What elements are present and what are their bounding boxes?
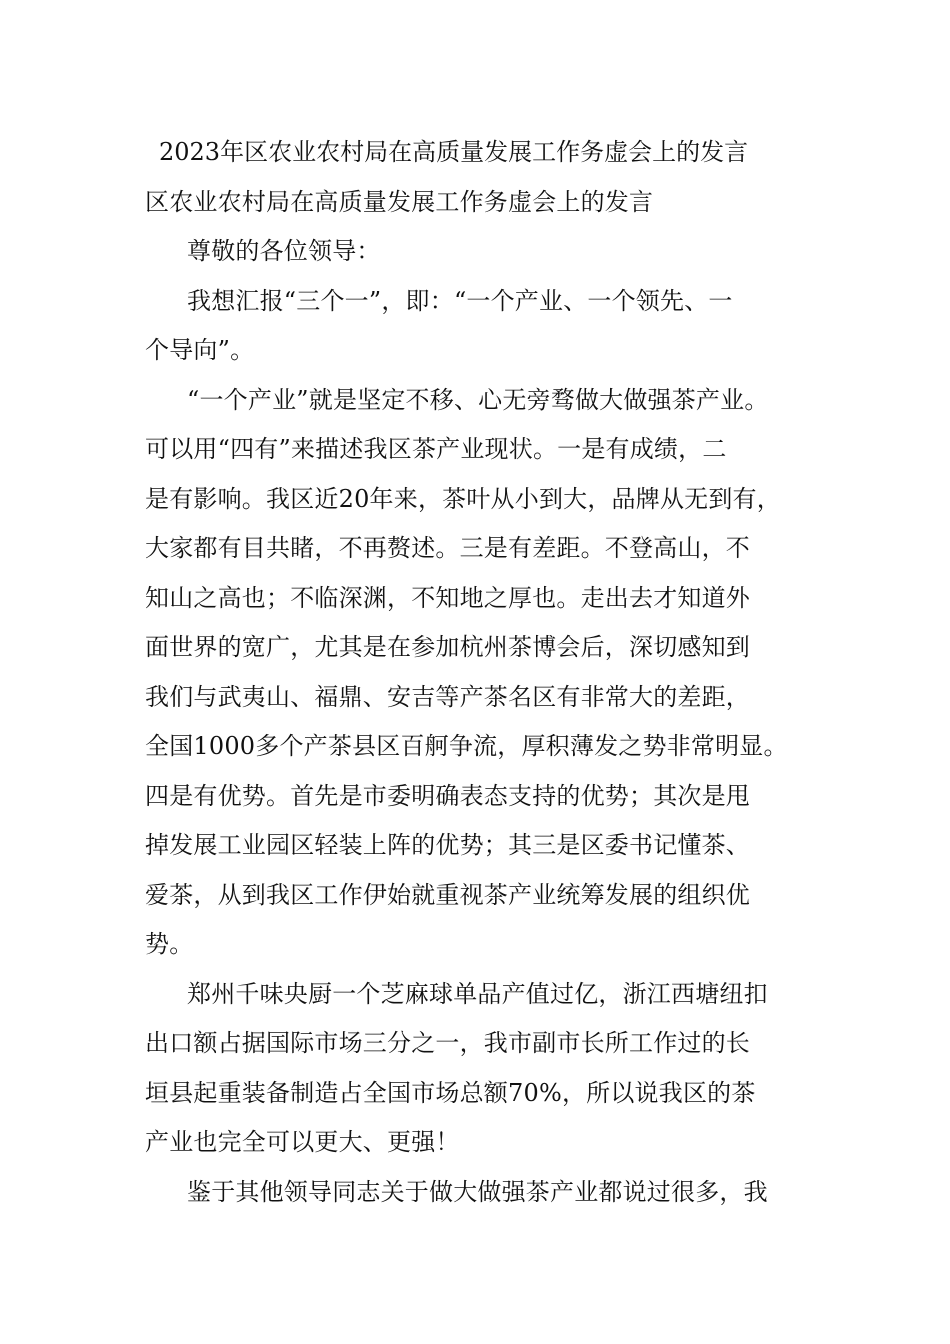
document-title: 2023年区农业农村局在高质量发展工作务虚会上的发言 <box>159 138 749 166</box>
paragraph-line: 郑州千味央厨一个芝麻球单品产值过亿，浙江西塘纽扣 <box>187 979 768 1008</box>
paragraph-line: 产业也完全可以更大、更强！ <box>145 1128 460 1156</box>
paragraph-line: 面世界的宽广，尤其是在参加杭州茶博会后，深切感知到 <box>145 633 750 661</box>
paragraph-line: 掉发展工业园区轻装上阵的优势；其三是区委书记懂茶、 <box>145 831 750 859</box>
paragraph-line: 是有影响。我区近20年来，茶叶从小到大，品牌从无到有， <box>145 484 781 513</box>
paragraph-line: 爱茶，从到我区工作伊始就重视茶产业统筹发展的组织优 <box>145 880 750 909</box>
paragraph-line: 我们与武夷山、福鼎、安吉等产茶名区有非常大的差距， <box>145 682 750 711</box>
paragraph-line: 个导向”。 <box>145 336 255 364</box>
paragraph-line: 势。 <box>145 930 194 958</box>
paragraph-4 <box>145 1168 825 1218</box>
paragraph-line: 出口额占据国际市场三分之一，我市副市长所工作过的长 <box>145 1029 750 1057</box>
paragraph-line: 大家都有目共睹，不再赘述。三是有差距。不登高山，不 <box>145 534 750 562</box>
paragraph-line: 全国1000多个产茶县区百舸争流，厚积薄发之势非常明显。 <box>145 732 788 760</box>
paragraph-line: 四是有优势。首先是市委明确表态支持的优势；其次是甩 <box>145 781 750 810</box>
paragraph-line: 垣县起重装备制造占全国市场总额70%，所以说我区的茶 <box>145 1078 756 1107</box>
paragraph-line: “一个产业”就是坚定不移、心无旁骛做大做强茶产业。 <box>187 385 769 414</box>
paragraph-line: 我想汇报“三个一”，即：“一个产业、一个领先、一 <box>187 286 733 315</box>
paragraph-line: 可以用“四有”来描述我区茶产业现状。一是有成绩，二 <box>145 435 727 463</box>
document-subtitle: 区农业农村局在高质量发展工作务虚会上的发言 <box>145 187 654 216</box>
paragraph-2 <box>145 376 825 970</box>
salutation: 尊敬的各位领导： <box>187 237 381 265</box>
paragraph-line: 鉴于其他领导同志关于做大做强茶产业都说过很多，我 <box>187 1177 768 1206</box>
paragraph-line: 知山之高也；不临深渊，不知地之厚也。走出去才知道外 <box>145 583 750 612</box>
paragraph-3 <box>145 970 825 1168</box>
document-page <box>145 128 825 1217</box>
paragraph-1 <box>145 277 825 376</box>
